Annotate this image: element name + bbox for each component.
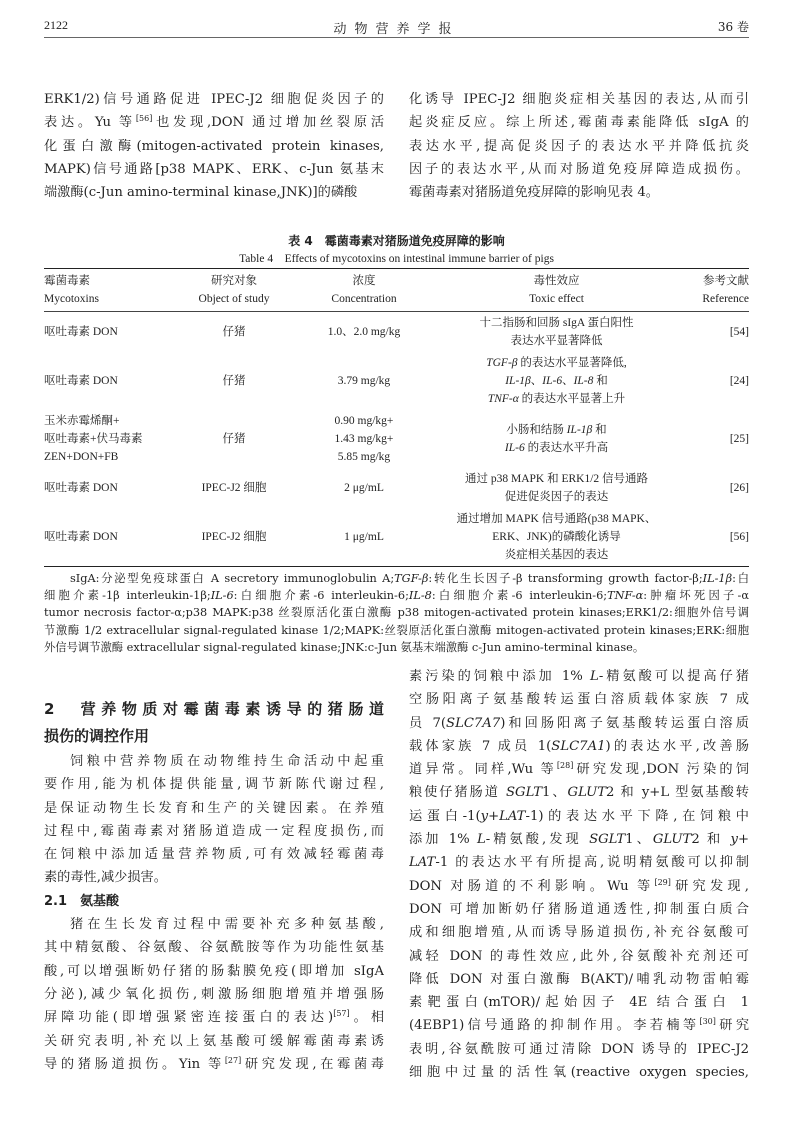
cell-mycotoxin-line: 呕吐毒素+伏马毒素 — [44, 433, 143, 445]
cell-effect-line: TNF-α 的表达水平显著上升 — [487, 393, 626, 405]
text-line: 要作用,能为机体提供能量,调节新陈代谢过程, — [44, 777, 384, 793]
table-caption-cn: 表 4 霉菌毒素对猪肠道免疫屏障的影响 — [288, 234, 505, 248]
text-line: 酸,可以增强断奶仔猪的肠黏膜免疫(即增加 sIgA — [44, 963, 384, 979]
top-right-column — [409, 88, 749, 204]
header-mycotoxins-en: Mycotoxins — [44, 290, 164, 312]
cell-mycotoxin-line: ZEN+DON+FB — [44, 451, 119, 463]
text-line: 载体家族 7 成员 1(SLC7A1)的表达水平,改善肠 — [409, 738, 749, 754]
table-footnote — [44, 570, 749, 656]
text-line: 关研究表明,补充以上氨基酸可缓解霉菌毒素诱 — [44, 1033, 384, 1049]
text-line: 化蛋白激酶(mitogen-activated protein kinases, — [44, 138, 384, 154]
cell-effect-line: 通过增加 MAPK 信号通路(p38 MAPK、 — [456, 513, 657, 525]
table-header-row-en — [44, 290, 749, 312]
text-line: 降低 DON 对蛋白激酶 B(AKT)/哺乳动物雷帕霉 — [409, 971, 749, 987]
text-line: 素的毒性,减少损害。 — [44, 870, 167, 886]
cell-object: 仔猪 — [222, 375, 246, 387]
text-line: 成和细胞增殖,从而诱导肠道损伤,补充谷氨酸可 — [409, 925, 749, 941]
cell-concentration-line: 0.90 mg/kg+ — [334, 415, 394, 427]
text-line: 其中精氨酸、谷氨酸、谷氨酰胺等作为功能性氨基 — [44, 940, 384, 956]
header-mycotoxins-cn: 霉菌毒素 — [44, 269, 164, 291]
cell-effect-line: 促进促炎因子的表达 — [504, 491, 609, 503]
cell-effect-line: IL-1β、IL-6、IL-8 和 — [505, 375, 608, 387]
cell-reference: [54] — [729, 326, 749, 338]
text-line: 粮使仔猪肠道 SGLT1、GLUT2 和 y+L 型氨基酸转 — [409, 785, 749, 801]
cell-mycotoxin-line: 呕吐毒素 DON — [44, 375, 118, 387]
header-concentration-cn: 浓度 — [304, 269, 424, 291]
cell-concentration — [304, 352, 424, 410]
text-line: 素靶蛋白(mTOR)/起始因子 4E 结合蛋白 1 — [409, 995, 749, 1011]
header-rule — [44, 37, 749, 38]
cell-mycotoxin-line: 呕吐毒素 DON — [44, 326, 118, 338]
cell-mycotoxin — [44, 312, 164, 353]
cell-mycotoxin — [44, 468, 164, 508]
cell-concentration — [304, 508, 424, 567]
cell-concentration — [304, 410, 424, 468]
subsection-heading: 2.1 氨基酸 — [44, 893, 120, 909]
heading-line: 2 营养物质对霉菌毒素诱导的猪肠道 — [44, 700, 384, 718]
text-line: 道异常。同样,Wu 等[28]研究发现,DON 污染的饲 — [409, 761, 749, 778]
cell-effect-line: 小肠和结肠 IL-1β 和 — [506, 424, 607, 436]
text-line: 霉菌毒素对猪肠道免疫屏障的影响见表 4。 — [409, 185, 659, 201]
text-line: 屏障功能(即增强紧密连接蛋白的表达)[57]。相 — [44, 1009, 384, 1026]
cell-mycotoxin-line: 呕吐毒素 DON — [44, 482, 118, 494]
text-line: 起炎症反应。综上所述,霉菌毒素能降低 sIgA 的 — [409, 115, 749, 131]
cell-effect-line: 炎症相关基因的表达 — [504, 549, 609, 561]
text-line: 化诱导 IPEC-J2 细胞炎症相关基因的表达,从而引 — [409, 92, 749, 107]
cell-mycotoxin-line: 玉米赤霉烯酮+ — [44, 415, 120, 427]
text-line: 素污染的饲粮中添加 1% L-精氨酸可以提高仔猪 — [409, 669, 749, 684]
text-line: DON 对肠道的不利影响。Wu 等[29]研究发现, — [409, 877, 749, 894]
cell-effect — [424, 352, 689, 410]
text-line: 员 7(SLC7A7)和回肠阳离子氨基酸转运蛋白溶质 — [409, 715, 749, 731]
header-object-cn: 研究对象 — [164, 269, 304, 291]
text-line: 细胞中过量的活性氧(reactive oxygen species, — [409, 1065, 749, 1081]
header-reference-cn: 参考文献 — [689, 269, 749, 291]
table-row — [44, 312, 749, 353]
cell-object: IPEC-J2 细胞 — [201, 482, 267, 494]
text-line: 添加 1% L-精氨酸,发现 SGLT1、GLUT2 和 y+ — [409, 832, 749, 848]
cell-effect — [424, 410, 689, 468]
cell-reference: [24] — [729, 375, 749, 387]
text-line: 猪在生长发育过程中需要补充多种氨基酸, — [70, 917, 384, 933]
text-line: 空肠阳离子氨基酸转运蛋白溶质载体家族 7 成 — [409, 692, 749, 708]
top-left-column — [44, 88, 384, 204]
bottom-right-column — [409, 665, 749, 1084]
cell-effect-line: TGF-β 的表达水平显著降低, — [486, 357, 627, 369]
section-heading — [44, 696, 384, 750]
text-line: 过程中,霉菌毒素对猪肠道造成一定程度损伤,而 — [44, 823, 384, 839]
cell-mycotoxin-line: 呕吐毒素 DON — [44, 531, 118, 543]
cell-effect — [424, 468, 689, 508]
note-line: 节激酶 1/2 extracellular signal-regulated kinase 1/2;MAPK:丝裂原活化蛋白激酶 mitogen-activated protein kinases;ERK:细胞 — [44, 623, 749, 637]
header-concentration-en: Concentration — [304, 290, 424, 312]
cell-effect-line: 通过 p38 MAPK 和 ERK1/2 信号通路 — [464, 473, 649, 485]
volume-label: 36 卷 — [717, 20, 749, 34]
text-line: (4EBP1)信号通路的抑制作用。李若楠等[30]研究 — [409, 1017, 749, 1034]
text-line: 分泌),减少氧化损伤,刺激肠细胞增殖并增强肠 — [44, 986, 384, 1002]
mycotoxin-effects-table — [44, 268, 749, 567]
journal-title: 动物营养学报 — [333, 22, 460, 37]
cell-effect-line: 十二指肠和回肠 sIgA 蛋白阳性 — [479, 317, 634, 329]
text-line: 端激酶(c-Jun amino-terminal kinase,JNK)]的磷酸 — [44, 185, 358, 201]
heading-line: 损伤的调控作用 — [44, 727, 150, 745]
cell-effect-line: ERK、JNK)的磷酸化诱导 — [492, 531, 621, 543]
header-effect-en: Toxic effect — [424, 290, 689, 312]
text-line: 运蛋白-1(y+LAT-1)的表达水平下降,在饲粮中 — [409, 808, 749, 824]
cell-concentration-line: 2 μg/mL — [344, 482, 384, 494]
cell-concentration-line: 1.43 mg/kg+ — [334, 433, 394, 445]
header-effect-cn: 毒性效应 — [424, 269, 689, 291]
cell-mycotoxin — [44, 508, 164, 567]
table-row — [44, 410, 749, 468]
text-line: 饲粮中营养物质在动物维持生命活动中起重 — [70, 754, 384, 769]
cell-object: 仔猪 — [222, 326, 246, 338]
table-row — [44, 508, 749, 567]
text-line: 是保证动物生长发育和生产的关键因素。在养殖 — [44, 800, 384, 816]
text-line: 表明,谷氨酰胺可通过清除 DON 诱导的 IPEC-J2 — [409, 1041, 749, 1057]
cell-reference: [25] — [729, 433, 749, 445]
cell-concentration-line: 1.0、2.0 mg/kg — [327, 326, 401, 338]
text-line: MAPK)信号通路[p38 MAPK、ERK、c-Jun 氨基末 — [44, 161, 384, 177]
text-line: LAT-1 的表达水平有所提高,说明精氨酸可以抑制 — [409, 855, 749, 871]
cell-concentration-line: 5.85 mg/kg — [337, 451, 391, 463]
cell-concentration — [304, 468, 424, 508]
note-line: 外信号调节激酶 extracellular signal-regulated kinase;JNK:c-Jun 氨基末端激酶 c-Jun amino-terminal kinase。 — [44, 640, 645, 654]
cell-effect — [424, 508, 689, 567]
cell-effect-line: IL-6 的表达水平升高 — [504, 442, 609, 454]
text-line: 因子的表达水平,从而对肠道免疫屏障造成损伤。 — [409, 161, 749, 177]
table-caption-en: Table 4 Effects of mycotoxins on intestinal immune barrier of pigs — [239, 253, 554, 265]
cell-reference: [56] — [689, 508, 749, 567]
cell-concentration-line: 3.79 mg/kg — [337, 375, 391, 387]
header-reference-en: Reference — [689, 290, 749, 312]
cell-object: IPEC-J2 细胞 — [164, 508, 304, 567]
note-line: sIgA:分泌型免疫球蛋白 A secretory immunoglobulin A;TGF-β:转化生长因子-β transforming growth factor-β;IL-1β:白 — [70, 572, 749, 585]
amino-acid-paragraph — [44, 913, 384, 1076]
header-object-en: Object of study — [164, 290, 304, 312]
text-line: DON 可增加断奶仔猪肠道通透性,抑制蛋白质合 — [409, 901, 749, 917]
note-line: 细胞介素-1β interleukin-1β;IL-6:白细胞介素-6 interleukin-6;IL-8:白细胞介素-6 interleukin-6;TNF-α:肿瘤坏死因子-α — [44, 589, 749, 603]
text-line: ERK1/2)信号通路促进 IPEC-J2 细胞促炎因子的 — [44, 92, 384, 107]
table-header-row-cn — [44, 269, 749, 291]
note-line: tumor necrosis factor-α;p38 MAPK:p38 丝裂原活化蛋白激酶 p38 mitogen-activated protein kinases;ERK1/2:细胞外信号调 — [44, 606, 749, 620]
cell-reference: [26] — [729, 482, 749, 494]
cell-mycotoxin — [44, 352, 164, 410]
intro-paragraph — [44, 750, 384, 890]
text-line: 导的猪肠道损伤。Yin 等[27]研究发现,在霉菌毒 — [44, 1055, 384, 1072]
cell-mycotoxin — [44, 410, 164, 468]
page-number: 2122 — [44, 18, 68, 32]
cell-effect — [424, 312, 689, 353]
text-line: 减轻 DON 的毒性效应,此外,谷氨酸补充剂还可 — [409, 948, 749, 964]
text-line: 表达。Yu 等[56]也发现,DON 通过增加丝裂原活 — [44, 114, 384, 131]
cell-concentration-line: 1 μg/mL — [344, 531, 384, 543]
table-row — [44, 352, 749, 410]
cell-concentration — [304, 312, 424, 353]
cell-object: 仔猪 — [222, 433, 246, 445]
text-line: 表达水平,提高促炎因子的表达水平并降低抗炎 — [409, 138, 749, 154]
running-header — [44, 18, 749, 38]
text-line: 在饲粮中添加适量营养物质,可有效减轻霉菌毒 — [44, 847, 384, 863]
table-row — [44, 468, 749, 508]
bottom-left-column — [44, 696, 384, 1076]
cell-effect-line: 表达水平显著降低 — [510, 335, 603, 347]
